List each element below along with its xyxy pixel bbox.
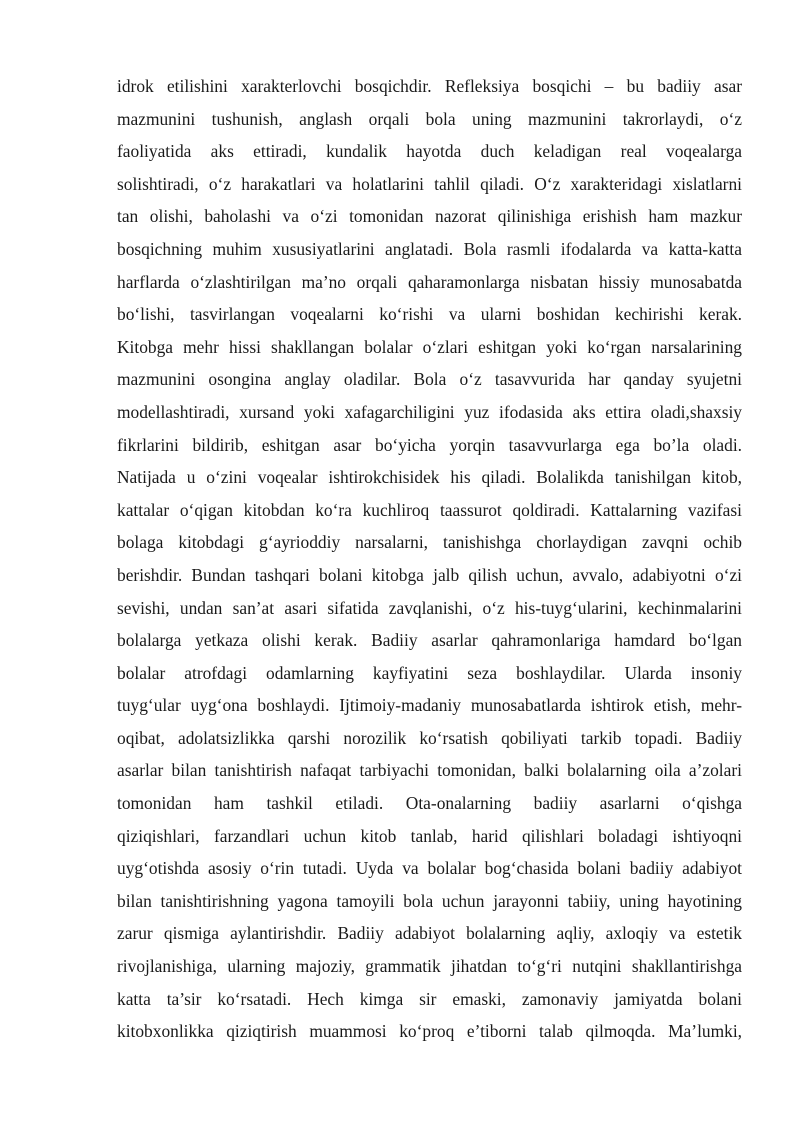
text-line: mazmunini osongina anglay oladilar. Bola o‘z tasavvurida har qanday syujetni — [117, 369, 742, 390]
text-line: Natijada u o‘zini voqealar ishtirokchisidek his qiladi. Bolalikda tanishilgan kitob, — [117, 467, 742, 488]
text-line: idrok etilishini xarakterlovchi bosqichdir. Refleksiya bosqichi – bu badiiy asar — [117, 76, 742, 96]
text-line: zarur qismiga aylantirishdir. Badiiy adabiyot bolalarning aqliy, axloqiy va estetik — [117, 923, 742, 944]
text-line: asarlar bilan tanishtirish nafaqat tarbiyachi tomonidan, balki bolalarning oila a’zolari — [117, 760, 742, 781]
text-line: rivojlanishiga, ularning majoziy, grammatik jihatdan to‘g‘ri nutqini shakllantirishga — [117, 956, 742, 977]
text-line: solishtiradi, o‘z harakatlari va holatlarini tahlil qiladi. O‘z xarakteridagi xislatlarni — [117, 173, 742, 194]
text-line: Kitobga mehr hissi shakllangan bolalar o‘zlari eshitgan yoki ko‘rgan narsalarining — [117, 336, 742, 357]
text-line: uyg‘otishda asosiy o‘rin tutadi. Uyda va bolalar bog‘chasida bolani badiiy adabiyot — [117, 858, 742, 879]
text-line: fikrlarini bildirib, eshitgan asar bo‘yicha yorqin tasavvurlarga ega bo’la oladi. — [117, 434, 742, 455]
text-line: mazmunini tushunish, anglash orqali bola uning mazmunini takrorlaydi, o‘z — [117, 108, 742, 129]
text-line: faoliyatida aks ettiradi, kundalik hayotda duch keladigan real voqealarga — [117, 141, 742, 162]
text-line: bolalar atrofdagi odamlarning kayfiyatini seza boshlaydilar. Ularda insoniy — [117, 662, 742, 683]
text-line: katta ta’sir ko‘rsatadi. Hech kimga sir emaski, zamonaviy jamiyatda bolani — [117, 988, 742, 1009]
text-line: bilan tanishtirishning yagona tamoyili bola uchun jarayonni tabiiy, uning hayotining — [117, 890, 742, 911]
text-line: kattalar o‘qigan kitobdan ko‘ra kuchliroq taassurot qoldiradi. Kattalarning vazifasi — [117, 499, 742, 520]
text-line: berishdir. Bundan tashqari bolani kitobga jalb qilish uchun, avvalo, adabiyotni o‘zi — [117, 564, 742, 585]
text-line: tuyg‘ular uyg‘ona boshlaydi. Ijtimoiy-madaniy munosabatlarda ishtirok etish, mehr- — [117, 695, 742, 716]
text-line: sevishi, undan san’at asari sifatida zavqlanishi, o‘z his-tuyg‘ularini, kechinmalarini — [117, 597, 742, 618]
text-line: oqibat, adolatsizlikka qarshi norozilik ko‘rsatish qobiliyati tarkib topadi. Badiiy — [117, 727, 742, 748]
text-line: bosqichning muhim xususiyatlarini anglatadi. Bola rasmli ifodalarda va katta-katta — [117, 238, 742, 259]
text-line: modellashtiradi, xursand yoki xafagarchiligini yuz ifodasida aks ettira oladi,shaxsiy — [117, 401, 742, 422]
document-body — [117, 70, 742, 1048]
text-line: kitobxonlikka qiziqtirish muammosi ko‘proq e’tiborni talab qilmoqda. Ma’lumki, — [117, 1021, 742, 1042]
text-line: bo‘lishi, tasvirlangan voqealarni ko‘rishi va ularni boshidan kechirishi kerak. — [117, 304, 742, 325]
text-line: tomonidan ham tashkil etiladi. Ota-onalarning badiiy asarlarni o‘qishga — [117, 793, 742, 814]
text-line: qiziqishlari, farzandlari uchun kitob tanlab, harid qilishlari boladagi ishtiyoqni — [117, 825, 742, 846]
text-line: bolalarga yetkaza olishi kerak. Badiiy asarlar qahramonlariga hamdard bo‘lgan — [117, 630, 742, 651]
text-line: tan olishi, baholashi va o‘zi tomonidan nazorat qilinishiga erishish ham mazkur — [117, 206, 742, 227]
text-line: bolaga kitobdagi g‘ayrioddiy narsalarni, tanishishga chorlaydigan zavqni ochib — [117, 532, 742, 553]
text-line: harflarda o‘zlashtirilgan ma’no orqali qaharamonlarga nisbatan hissiy munosabatda — [117, 271, 742, 292]
